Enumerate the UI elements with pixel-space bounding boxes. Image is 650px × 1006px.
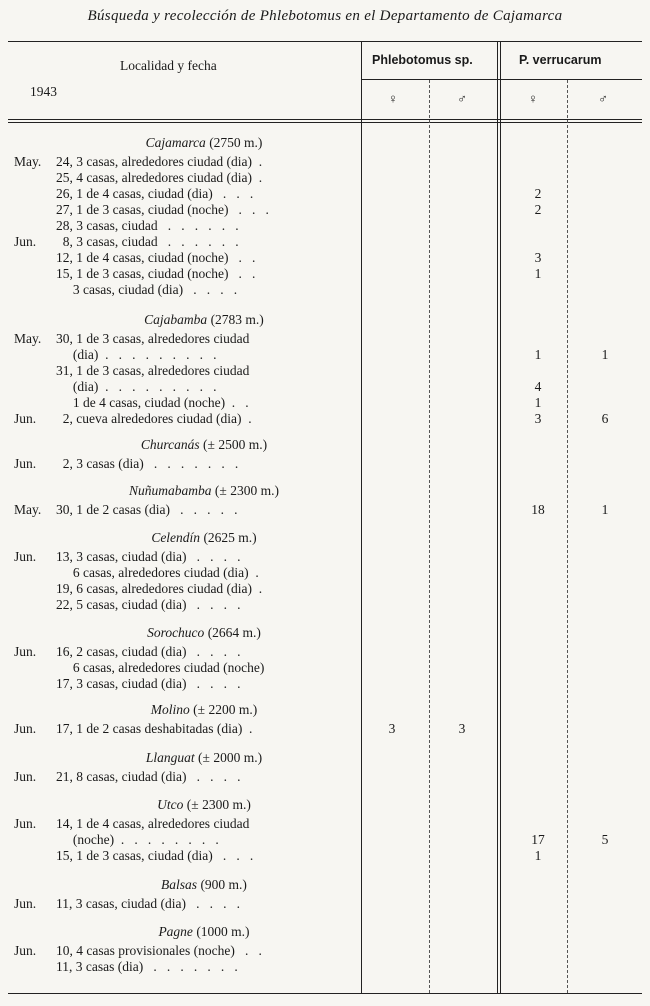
female-symbol-a: ♀ — [388, 91, 398, 106]
row-description: 2, cueva alrededores ciudad (dia) . — [56, 411, 252, 426]
col-divider-2 — [497, 41, 498, 993]
locality-heading — [0, 877, 408, 893]
male-symbol-d: ♂ — [598, 91, 608, 106]
count-cell-d: 1 — [601, 347, 609, 362]
table-row — [14, 660, 354, 676]
table-row — [14, 816, 354, 832]
table-row — [14, 456, 354, 472]
row-description: 6 casas, alrededores ciudad (dia) . — [56, 565, 259, 580]
row-description: 30, 1 de 3 casas, alrededores ciudad — [56, 331, 250, 346]
row-description: 26, 1 de 4 casas, ciudad (dia) . . . — [56, 186, 254, 201]
row-description: 24, 3 casas, alrededores ciudad (dia) . — [56, 154, 263, 169]
locality-heading — [0, 797, 408, 813]
table-row — [14, 832, 354, 848]
row-description: 1 de 4 casas, ciudad (noche) . . — [56, 395, 249, 410]
locality-altitude: (1000 m.) — [192, 924, 250, 939]
locality-altitude: (± 2300 m.) — [211, 483, 279, 498]
row-month: Jun. — [14, 234, 37, 249]
table-row — [14, 411, 354, 427]
col-divider-1 — [361, 41, 362, 993]
table-row — [14, 250, 354, 266]
row-description: 27, 1 de 3 casas, ciudad (noche) . . . — [56, 202, 269, 217]
row-description: (dia) . . . . . . . . . — [56, 347, 217, 362]
locality-altitude: (2664 m.) — [204, 625, 261, 640]
row-description: 8, 3 casas, ciudad . . . . . . — [56, 234, 239, 249]
locality-heading — [0, 530, 408, 546]
col-divider-2b — [500, 41, 501, 993]
table-row — [14, 943, 354, 959]
row-description: 21, 8 casas, ciudad (dia) . . . . — [56, 769, 241, 784]
count-cell-c: 1 — [534, 395, 542, 410]
count-cell-c: 1 — [534, 347, 542, 362]
bottom-rule — [8, 993, 642, 994]
count-cell-c: 2 — [534, 186, 542, 201]
row-description: 12, 1 de 4 casas, ciudad (noche) . . — [56, 250, 256, 265]
row-month: Jun. — [14, 816, 37, 831]
row-month: May. — [14, 154, 42, 169]
row-description: 16, 2 casas, ciudad (dia) . . . . — [56, 644, 241, 659]
locality-name: Molino — [150, 702, 190, 717]
locality-heading — [0, 750, 408, 766]
locality-altitude: (2783 m.) — [207, 312, 264, 327]
row-description: 10, 4 casas provisionales (noche) . . — [56, 943, 262, 958]
table-row — [14, 581, 354, 597]
count-cell-a: 3 — [388, 721, 396, 736]
row-description: 15, 1 de 3 casas, ciudad (noche) . . — [56, 266, 256, 281]
count-cell-c: 2 — [534, 202, 542, 217]
row-description: 15, 1 de 3 casas, ciudad (dia) . . . — [56, 848, 254, 863]
locality-name: Celendín — [151, 530, 201, 545]
row-description: 3 casas, ciudad (dia) . . . . — [56, 282, 238, 297]
locality-heading — [0, 135, 408, 151]
table-row — [14, 218, 354, 234]
header-phlebotomus: Phlebotomus sp. — [372, 53, 473, 67]
table-row — [14, 154, 354, 170]
female-symbol-c: ♀ — [528, 91, 538, 106]
table-row — [14, 170, 354, 186]
table-row — [14, 644, 354, 660]
count-cell-d: 6 — [601, 411, 609, 426]
col-subdivider-2 — [567, 80, 568, 993]
row-month: Jun. — [14, 644, 37, 659]
table-row — [14, 379, 354, 395]
locality-name: Llanguat — [145, 750, 195, 765]
count-cell-c: 18 — [531, 502, 545, 517]
locality-heading — [0, 625, 408, 641]
locality-altitude: (± 2200 m.) — [189, 702, 258, 717]
table-row — [14, 597, 354, 613]
header-localidad: Localidad y fecha — [120, 58, 217, 73]
table-row — [14, 896, 354, 912]
table-row — [14, 769, 354, 785]
row-description: (dia) . . . . . . . . . — [56, 379, 217, 394]
count-cell-d: 5 — [601, 832, 609, 847]
table-row — [14, 676, 354, 692]
male-symbol-b: ♂ — [457, 91, 467, 106]
locality-heading — [0, 312, 408, 328]
count-cell-d: 1 — [601, 502, 609, 517]
row-month: Jun. — [14, 549, 37, 564]
locality-heading — [0, 437, 408, 453]
locality-name: Cajabamba — [144, 312, 208, 327]
row-description: 17, 1 de 2 casas deshabitadas (dia) . — [56, 721, 253, 736]
row-description: 11, 3 casas (dia) . . . . . . . — [56, 959, 238, 974]
row-month: Jun. — [14, 721, 37, 736]
top-rule — [8, 41, 642, 42]
table-row — [14, 395, 354, 411]
count-cell-c: 3 — [534, 250, 542, 265]
count-cell-b: 3 — [458, 721, 466, 736]
row-description: (noche) . . . . . . . . — [56, 832, 219, 847]
row-month: Jun. — [14, 943, 37, 958]
row-description: 22, 5 casas, ciudad (dia) . . . . — [56, 597, 241, 612]
header-rule-1 — [362, 79, 642, 80]
count-cell-c: 1 — [534, 266, 542, 281]
table-row — [14, 266, 354, 282]
row-month: Jun. — [14, 896, 37, 911]
table-row — [14, 363, 354, 379]
locality-heading — [0, 924, 408, 940]
table-row — [14, 502, 354, 518]
row-month: May. — [14, 331, 42, 346]
row-description: 30, 1 de 2 casas (dia) . . . . . — [56, 502, 238, 517]
header-rule-2 — [8, 119, 642, 120]
row-month: Jun. — [14, 769, 37, 784]
locality-name: Balsas — [161, 877, 198, 892]
locality-heading — [0, 483, 408, 499]
locality-name: Pagne — [158, 924, 193, 939]
locality-altitude: (2625 m.) — [200, 530, 257, 545]
header-year: 1943 — [30, 84, 57, 99]
table-row — [14, 565, 354, 581]
table-row — [14, 549, 354, 565]
table-row — [14, 959, 354, 975]
row-description: 28, 3 casas, ciudad . . . . . . — [56, 218, 239, 233]
locality-altitude: (± 2000 m.) — [194, 750, 263, 765]
locality-name: Churcanás — [140, 437, 200, 452]
count-cell-c: 1 — [534, 848, 542, 863]
locality-heading — [0, 702, 408, 718]
locality-name: Utco — [157, 797, 184, 812]
row-month: May. — [14, 502, 42, 517]
row-description: 6 casas, alrededores ciudad (noche) — [56, 660, 265, 675]
header-verrucarum: P. verrucarum — [519, 53, 602, 67]
table-row — [14, 331, 354, 347]
locality-name: Cajamarca — [145, 135, 206, 150]
row-description: 17, 3 casas, ciudad (dia) . . . . — [56, 676, 241, 691]
locality-altitude: (900 m.) — [197, 877, 247, 892]
locality-name: Sorochuco — [147, 625, 205, 640]
locality-altitude: (± 2500 m.) — [199, 437, 268, 452]
count-cell-c: 4 — [534, 379, 542, 394]
row-month: Jun. — [14, 456, 37, 471]
table-row — [14, 282, 354, 298]
locality-altitude: (2750 m.) — [205, 135, 263, 150]
table-row — [14, 347, 354, 363]
row-description: 25, 4 casas, alrededores ciudad (dia) . — [56, 170, 263, 185]
table-row — [14, 234, 354, 250]
row-description: 31, 1 de 3 casas, alrededores ciudad — [56, 363, 250, 378]
header-rule-2b — [8, 122, 642, 123]
col-subdivider-1 — [429, 80, 430, 993]
row-description: 2, 3 casas (dia) . . . . . . . — [56, 456, 239, 471]
table-row — [14, 202, 354, 218]
locality-name: Nuñumabamba — [129, 483, 212, 498]
count-cell-c: 3 — [534, 411, 542, 426]
row-description: 14, 1 de 4 casas, alrededores ciudad — [56, 816, 250, 831]
locality-altitude: (± 2300 m.) — [183, 797, 251, 812]
table-row — [14, 186, 354, 202]
table-row — [14, 721, 354, 737]
row-month: Jun. — [14, 411, 37, 426]
row-description: 11, 3 casas, ciudad (dia) . . . . — [56, 896, 240, 911]
row-description: 13, 3 casas, ciudad (dia) . . . . — [56, 549, 241, 564]
table-caption: Búsqueda y recolección de Phlebotomus en el Departamento de Cajamarca — [87, 8, 563, 24]
table-row — [14, 848, 354, 864]
row-description: 19, 6 casas, alrededores ciudad (dia) . — [56, 581, 263, 596]
count-cell-c: 17 — [531, 832, 545, 847]
